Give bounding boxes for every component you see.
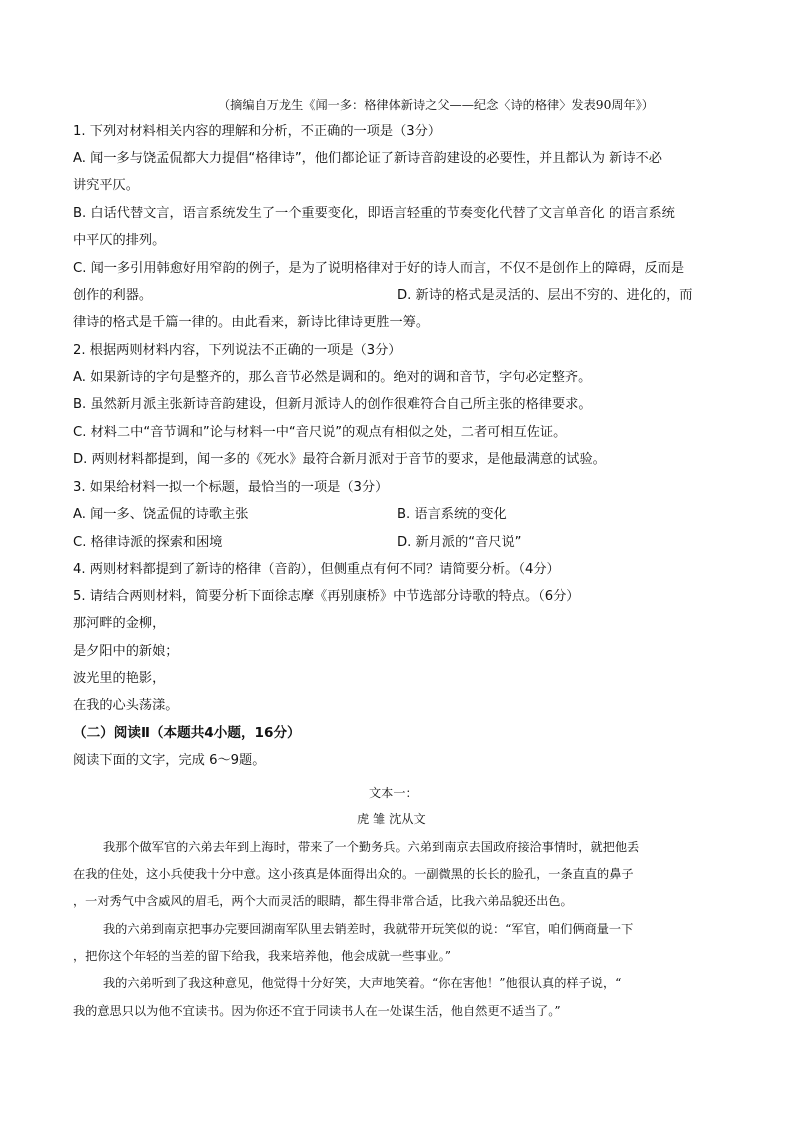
text-label: 文本一： [369,786,418,800]
q1-option-b: B. 白话代替文言，语言系统发生了一个重要变化，即语言轻重的节奏变化代替了文言单音化 的语言系统 [73,206,675,221]
text-paragraph-line: 我的六弟听到了我这种意见，他觉得十分好笑，大声地笑着。“你在害他！”他很认真的样子说，“ [103,976,622,990]
question-1-stem: 1. 下列对材料相关内容的理解和分析，不正确的一项是（3分） [73,124,442,139]
q2-option-b: B. 虽然新月派主张新诗音韵建设，但新月派诗人的创作很难符合自己所主张的格律要求。 [73,397,592,412]
q3-option-d: D. 新月派的“音尺说” [397,535,522,550]
q1-option-b-cont: 中平仄的排列。 [73,233,166,248]
q2-option-a: A. 如果新诗的字句是整齐的，那么音节必然是调和的。绝对的调和音节，字句必定整齐。 [73,370,592,385]
question-3-stem: 3. 如果给材料一拟一个标题，最恰当的一项是（3分） [73,480,389,495]
poem-line: 那河畔的金柳， [73,616,166,631]
source-citation: （摘编自万龙生《闻一多：格律体新诗之父——纪念〈诗的格律〉发表90周年》） [218,98,654,112]
q2-option-d: D. 两则材料都提到，闻一多的《死水》最符合新月派对于音节的要求，是他最满意的试验。 [73,452,606,467]
poem-line: 是夕阳中的新娘； [73,644,179,659]
q3-option-a: A. 闻一多、饶孟侃的诗歌主张 [73,507,249,522]
section-instruction: 阅读下面的文字，完成 6～9题。 [73,753,266,768]
text-paragraph-line: 我的意思只以为他不宜读书。因为你还不宜于同读书人在一处谋生活，他自然更不适当了。” [73,1004,561,1018]
q3-option-c: C. 格律诗派的探索和困境 [73,535,223,550]
question-4-stem: 4. 两则材料都提到了新诗的格律（音韵），但侧重点有何不同？请简要分析。（4分） [73,562,560,577]
poem-line: 波光里的艳影， [73,671,166,686]
text-paragraph-line: 在我的住处，这小兵使我十分中意。这小孩真是体面得出众的。一副微黑的长长的脸孔，一条直直的鼻子 [73,867,634,881]
text-paragraph-line: 我的六弟到南京把事办完要回湖南军队里去销差时，我就带开玩笑似的说：“军官，咱们俩商量一下 [103,922,634,936]
text-title: 虎 雏 沈从文 [357,812,426,826]
section-heading: （二）阅读Ⅱ（本题共4小题，16分） [73,725,301,741]
q1-option-a-cont: 讲究平仄。 [73,178,139,193]
q1-option-a: A. 闻一多与饶孟侃都大力提倡“格律诗”，他们都论证了新诗音韵建设的必要性，并且都认为 新诗不必 [73,151,662,166]
question-2-stem: 2. 根据两则材料内容，下列说法不正确的一项是（3分） [73,343,402,358]
q1-option-d-cont: 律诗的格式是千篇一律的。由此看来，新诗比律诗更胜一筹。 [73,315,430,330]
q1-option-c-cont: 创作的利器。 [73,288,153,303]
q2-option-c: C. 材料二中“音节调和”论与材料一中“音尺说”的观点有相似之处，二者可相互佐证。 [73,425,567,440]
poem-line: 在我的心头荡漾。 [73,698,179,713]
q1-option-d: D. 新诗的格式是灵活的、层出不穷的、进化的，而 [397,288,693,303]
q1-option-c: C. 闻一多引用韩愈好用窄韵的例子，是为了说明格律对于好的诗人而言，不仅不是创作上的障碍，反而是 [73,261,685,276]
question-5-stem: 5. 请结合两则材料，简要分析下面徐志摩《再别康桥》中节选部分诗歌的特点。（6分） [73,589,580,604]
text-paragraph-line: ，把你这个年轻的当差的留下给我，我来培养他，他会成就一些事业。” [73,949,451,963]
q3-option-b: B. 语言系统的变化 [397,507,507,522]
text-paragraph-line: 我那个做军官的六弟去年到上海时，带来了一个勤务兵。六弟到南京去国政府接洽事情时，就把他丢 [103,840,640,854]
text-paragraph-line: ，一对秀气中含威风的眉毛，两个大而灵活的眼睛，都生得非常合适，比我六弟品貌还出色。 [73,894,573,908]
